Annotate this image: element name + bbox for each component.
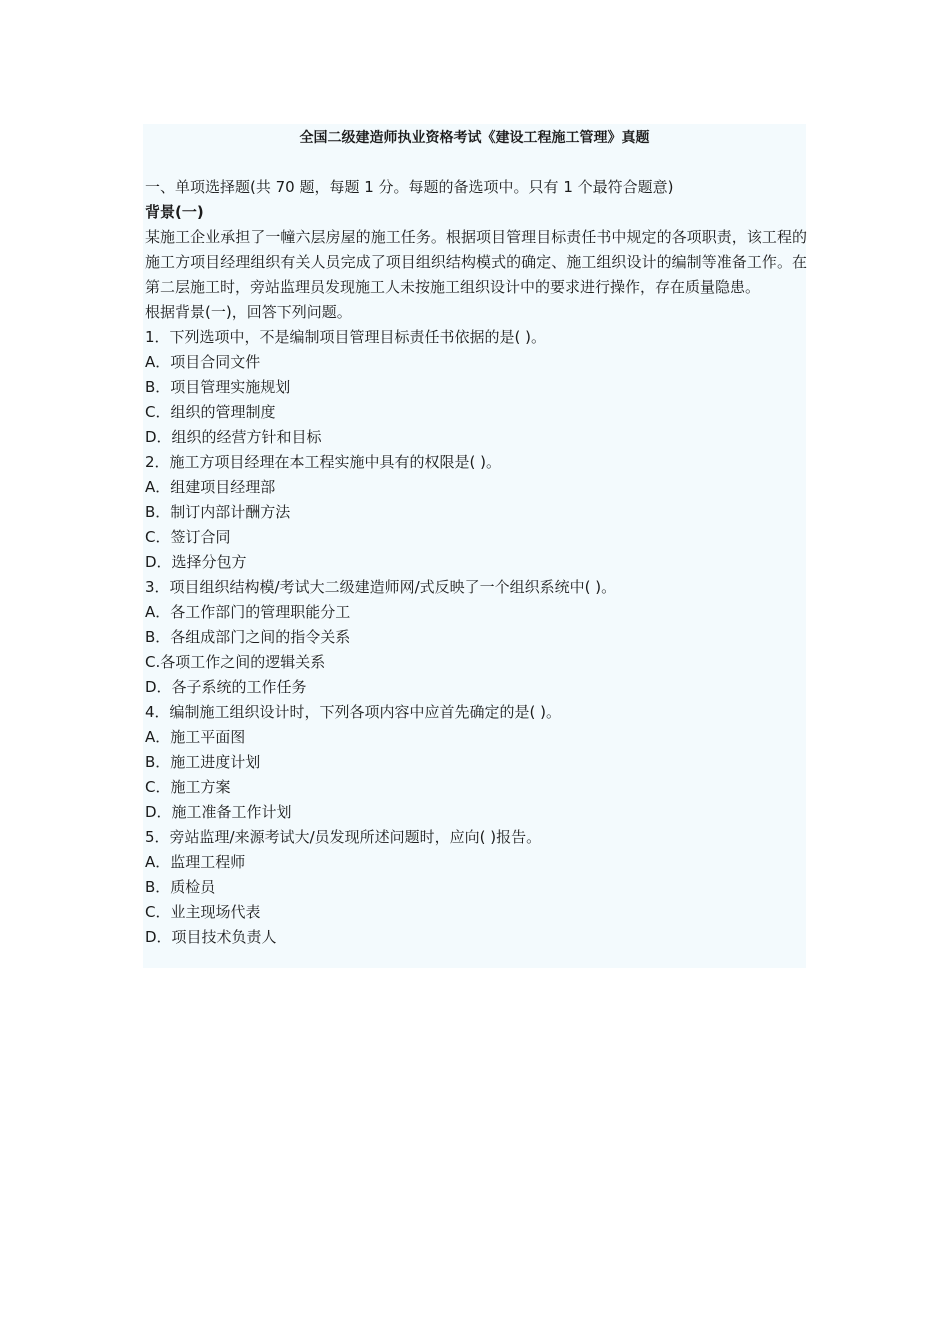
- question-option: A．施工平面图: [145, 728, 246, 746]
- background-label: 背景(一): [145, 203, 204, 221]
- background-paragraph: 某施工企业承担了一幢六层房屋的施工任务。根据项目管理目标责任书中规定的各项职责，该工程的施工方项目经理组织有关人员完成了项目组织结构模式的确定、施工组织设计的编制等准备工作。在第二层施工时，旁站监理员发现施工人未按施工组织设计中的要求进行操作，存在质量隐患。: [145, 228, 807, 296]
- question-option: D．组织的经营方针和目标: [145, 428, 322, 446]
- document-content: [145, 175, 809, 950]
- question-option: C．施工方案: [145, 778, 231, 796]
- question-option: B．质检员: [145, 878, 216, 896]
- question-option: B．各组成部门之间的指令关系: [145, 628, 351, 646]
- question-option: C．签订合同: [145, 528, 231, 546]
- question-option: D．施工准备工作计划: [145, 803, 292, 821]
- question-option: D．各子系统的工作任务: [145, 678, 307, 696]
- question-option: B．制订内部计酬方法: [145, 503, 291, 521]
- question-option: C．组织的管理制度: [145, 403, 276, 421]
- question-option: A．各工作部门的管理职能分工: [145, 603, 351, 621]
- question-option: A．监理工程师: [145, 853, 246, 871]
- question-3: [145, 575, 809, 700]
- document-block: [143, 124, 806, 968]
- question-5: [145, 825, 809, 950]
- question-option: C.各项工作之间的逻辑关系: [145, 653, 326, 671]
- question-option: B．施工进度计划: [145, 753, 261, 771]
- question-option: D．选择分包方: [145, 553, 247, 571]
- question-option: D．项目技术负责人: [145, 928, 277, 946]
- question-option: B．项目管理实施规划: [145, 378, 291, 396]
- document-title: 全国二级建造师执业资格考试《建设工程施工管理》真题: [299, 130, 650, 146]
- question-2: [145, 450, 809, 575]
- question-1: [145, 325, 809, 450]
- question-prompt: 根据背景(一)，回答下列问题。: [145, 303, 352, 321]
- question-option: A．组建项目经理部: [145, 478, 276, 496]
- question-option: A．项目合同文件: [145, 353, 261, 371]
- question-stem: 1．下列选项中，不是编制项目管理目标责任书依据的是( )。: [145, 328, 547, 346]
- section-heading: 一、单项选择题(共 70 题，每题 1 分。每题的备选项中。只有 1 个最符合题意): [145, 178, 674, 196]
- question-stem: 4．编制施工组织设计时，下列各项内容中应首先确定的是( )。: [145, 703, 562, 721]
- question-stem: 2．施工方项目经理在本工程实施中具有的权限是( )。: [145, 453, 502, 471]
- question-stem: 5．旁站监理/来源考试大/员发现所述问题时，应向( )报告。: [145, 828, 542, 846]
- question-stem: 3．项目组织结构模/考试大二级建造师网/式反映了一个组织系统中( )。: [145, 578, 617, 596]
- question-4: [145, 700, 809, 825]
- question-option: C．业主现场代表: [145, 903, 261, 921]
